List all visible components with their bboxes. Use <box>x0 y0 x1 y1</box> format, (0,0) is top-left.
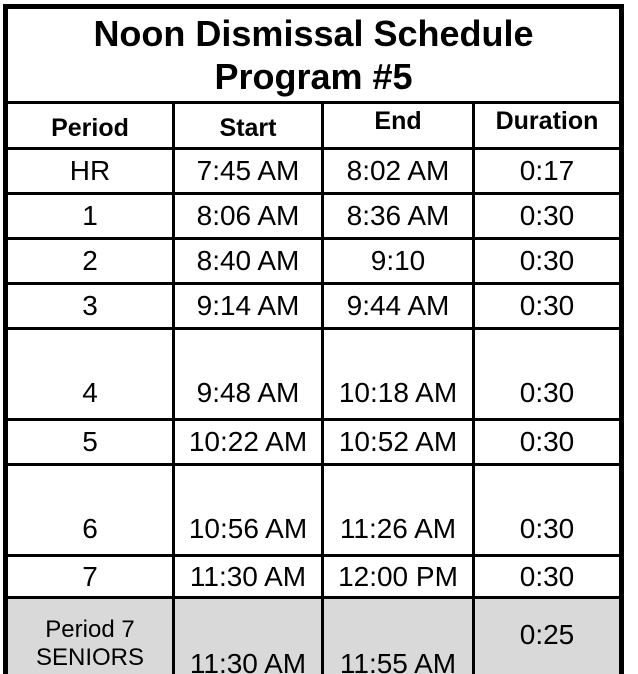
header-row <box>6 103 622 149</box>
start-cell: 10:56 AM <box>174 465 323 556</box>
column-header-end: End <box>323 103 474 149</box>
start-cell: 9:48 AM <box>174 329 323 420</box>
period-cell: 6 <box>6 465 174 556</box>
end-cell: 9:44 AM <box>323 284 474 329</box>
row-period-6 <box>6 465 622 556</box>
start-cell: 10:22 AM <box>174 420 323 465</box>
start-cell: 11:30 AM <box>174 556 323 598</box>
duration-cell: 0:30 <box>474 284 622 329</box>
table-title <box>6 7 622 103</box>
start-cell: 8:06 AM <box>174 194 323 239</box>
period-cell: 1 <box>6 194 174 239</box>
duration-cell: 0:30 <box>474 465 622 556</box>
end-cell: 10:52 AM <box>323 420 474 465</box>
period-cell: 4 <box>6 329 174 420</box>
row-period-2 <box>6 239 622 284</box>
row-period-3 <box>6 284 622 329</box>
end-cell: 12:00 PM <box>323 556 474 598</box>
duration-cell: 0:17 <box>474 149 622 194</box>
period-cell: 7 <box>6 556 174 598</box>
row-period-7-seniors <box>6 598 622 674</box>
row-period-4 <box>6 329 622 420</box>
end-cell: 10:18 AM <box>323 329 474 420</box>
end-cell: 8:02 AM <box>323 149 474 194</box>
duration-cell: 0:25 <box>474 598 622 674</box>
row-period-1 <box>6 194 622 239</box>
title-row <box>6 7 622 103</box>
start-cell: 11:30 AM <box>174 598 323 674</box>
row-hr <box>6 149 622 194</box>
end-cell: 8:36 AM <box>323 194 474 239</box>
period-cell: 3 <box>6 284 174 329</box>
title-line-1: Noon Dismissal Schedule <box>93 13 534 54</box>
column-header-period: Period <box>6 103 174 149</box>
start-cell: 9:14 AM <box>174 284 323 329</box>
period-cell: HR <box>6 149 174 194</box>
duration-cell: 0:30 <box>474 556 622 598</box>
seniors-label-line-2: SENIORS <box>35 643 145 671</box>
period-cell: 2 <box>6 239 174 284</box>
start-cell: 8:40 AM <box>174 239 323 284</box>
duration-cell: 0:30 <box>474 420 622 465</box>
duration-cell: 0:30 <box>474 239 622 284</box>
start-cell: 7:45 AM <box>174 149 323 194</box>
period-cell <box>6 598 174 674</box>
duration-cell: 0:30 <box>474 194 622 239</box>
row-period-7 <box>6 556 622 598</box>
end-cell: 9:10 <box>323 239 474 284</box>
row-period-5 <box>6 420 622 465</box>
period-cell: 5 <box>6 420 174 465</box>
title-line-2: Program #5 <box>214 56 413 97</box>
column-header-duration: Duration <box>474 103 622 149</box>
end-cell: 11:26 AM <box>323 465 474 556</box>
column-header-start: Start <box>174 103 323 149</box>
end-cell: 11:55 AM <box>323 598 474 674</box>
duration-cell: 0:30 <box>474 329 622 420</box>
seniors-label-line-1: Period 7 <box>45 615 135 643</box>
schedule-table <box>3 4 624 674</box>
